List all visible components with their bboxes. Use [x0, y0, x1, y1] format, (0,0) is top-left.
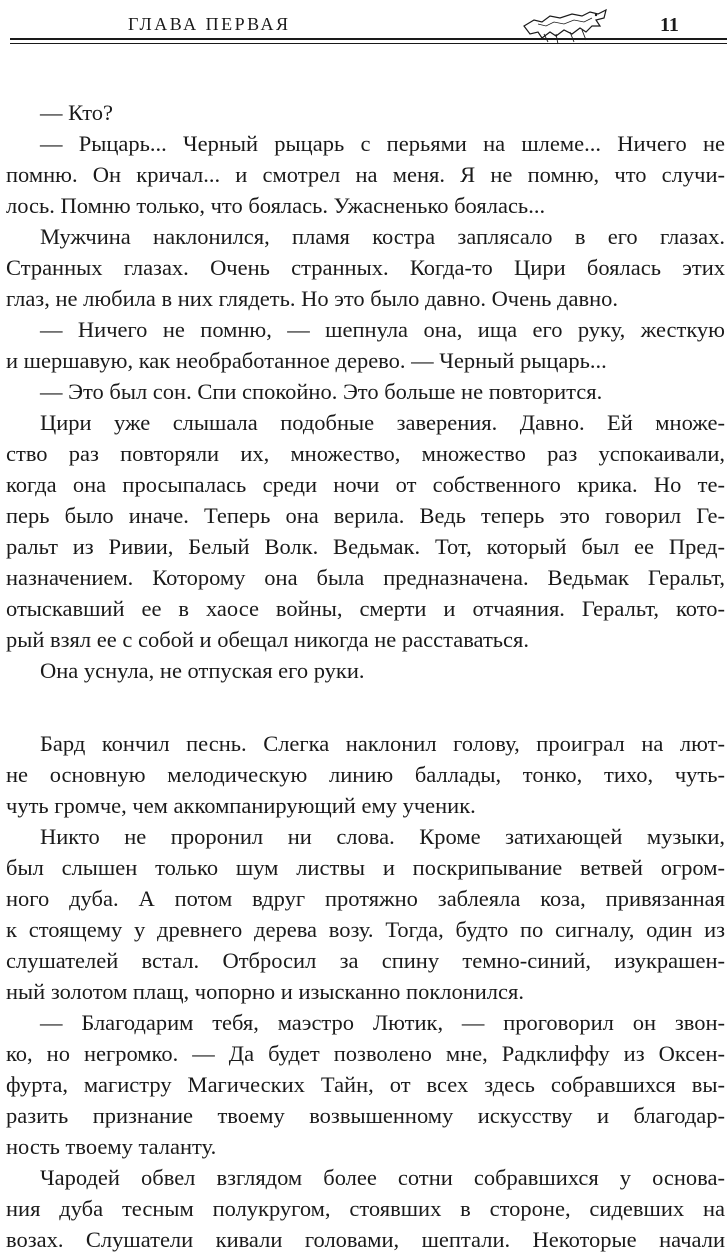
- text-line: ного дуба. А потом вдруг протяжно заблеяла коза, привязанная: [6, 886, 725, 911]
- text-line: — Рыцарь... Черный рыцарь с перьями на шлеме... Ничего не: [40, 131, 725, 156]
- header-rule: [10, 38, 727, 40]
- text-line: был слышен только шум листвы и поскрипывание ветвей огром-: [6, 855, 725, 880]
- text-line: назначением. Которому она была предназначена. Ведьмак Геральт,: [6, 565, 725, 590]
- text-line: отыскавший ее в хаосе войны, смерти и отчаяния. Геральт, кото-: [6, 596, 725, 621]
- text-line: чуть громче, чем аккомпанирующий ему ученик.: [6, 793, 476, 818]
- page-header: [0, 0, 727, 52]
- text-line: Мужчина наклонился, пламя костра заплясало в его глазах.: [40, 224, 725, 249]
- text-line: фурта, магистру Магических Тайн, от всех здесь собравшихся вы-: [6, 1072, 725, 1097]
- text-line: — Кто?: [40, 100, 114, 125]
- text-line: разить признание твоему возвышенному искусству и благодар-: [6, 1103, 725, 1128]
- page-body: [0, 97, 727, 1255]
- text-line: — Ничего не помню, — шепнула она, ища его руку, жесткую: [40, 317, 725, 342]
- text-line: помню. Он кричал... и смотрел на меня. Я не помню, что случи-: [6, 162, 725, 187]
- text-line: рый взял ее с собой и обещал никогда не расставаться.: [6, 627, 530, 652]
- text-section-1: [0, 97, 727, 686]
- text-line: ность твоему таланту.: [6, 1134, 217, 1159]
- text-line: слушателей встал. Отбросил за спину темно-синий, изукрашен-: [6, 948, 725, 973]
- text-line: ко, но негромко. — Да будет позволено мне, Радклиффу из Оксен-: [6, 1041, 725, 1066]
- text-line: лось. Помню только, что боялась. Ужасненько боялась...: [6, 193, 546, 218]
- text-line: ство раз повторяли их, множество, множество раз успокаивали,: [6, 441, 725, 466]
- text-line: Странных глазах. Очень странных. Когда-то Цири боялась этих: [6, 255, 725, 280]
- text-line: Чародей обвел взглядом более сотни собравшихся у основа-: [40, 1165, 725, 1190]
- header-rule-thin: [10, 43, 727, 44]
- section-break: [0, 686, 727, 728]
- text-line: возах. Слушатели кивали головами, шептали. Некоторые начали: [6, 1227, 725, 1252]
- text-line: когда она просыпалась среди ночи от собственного крика. Но те-: [6, 472, 725, 497]
- text-line: Цири уже слышала подобные заверения. Давно. Ей множе-: [40, 410, 725, 435]
- text-line: — Это был сон. Спи спокойно. Это больше не повторится.: [40, 379, 603, 404]
- text-line: глаз, не любила в них глядеть. Но это было давно. Очень давно.: [6, 286, 619, 311]
- text-line: Она уснула, не отпуская его руки.: [40, 658, 365, 683]
- text-line: ный золотом плащ, чопорно и изысканно поклонился.: [6, 979, 524, 1004]
- text-line: перь было иначе. Теперь она верила. Ведь теперь это говорил Ге-: [6, 503, 725, 528]
- page-number: 11: [660, 14, 679, 36]
- text-line: к стоящему у древнего дерева возу. Тогда, будто по сигналу, один из: [6, 917, 725, 942]
- chapter-title: ГЛАВА ПЕРВАЯ: [128, 14, 291, 34]
- text-line: Бард кончил песнь. Слегка наклонил голову, проиграл на лют-: [40, 731, 725, 756]
- text-line: — Благодарим тебя, маэстро Лютик, — проговорил он звон-: [40, 1010, 725, 1035]
- text-line: Никто не проронил ни слова. Кроме затихающей музыки,: [40, 824, 725, 849]
- text-line: ральт из Ривии, Белый Волк. Ведьмак. Тот, который был ее Пред-: [6, 534, 725, 559]
- text-section-2: [0, 728, 727, 1255]
- text-line: ния дуба тесным полукругом, стоявших в стороне, сидевших на: [6, 1196, 725, 1221]
- text-line: и шершавую, как необработанное дерево. — Черный рыцарь...: [6, 348, 607, 373]
- text-line: не основную мелодическую линию баллады, тонко, тихо, чуть-: [6, 762, 725, 787]
